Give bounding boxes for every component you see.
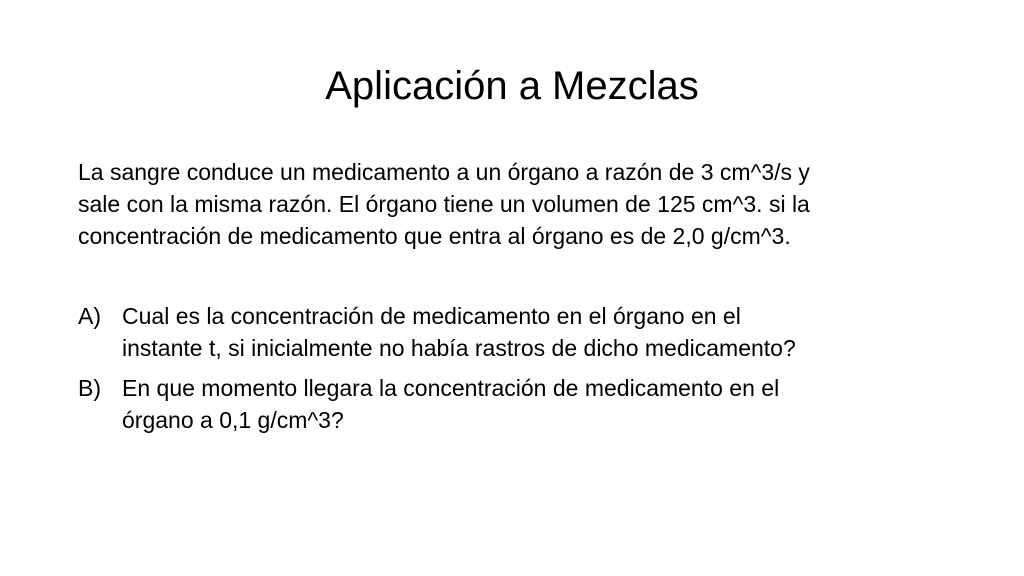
slide-title: Aplicación a Mezclas xyxy=(325,64,699,108)
question-line: instante t, si inicialmente no había rastros de dicho medicamento? xyxy=(122,335,796,361)
question-b xyxy=(78,372,958,436)
question-text xyxy=(122,300,958,364)
question-line: Cual es la concentración de medicamento en el órgano en el xyxy=(122,303,741,329)
problem-line: concentración de medicamento que entra al órgano es de 2,0 g/cm^3. xyxy=(78,223,791,249)
question-list xyxy=(78,300,958,436)
question-line: En que momento llegara la concentración de medicamento en el xyxy=(122,375,780,401)
question-line: órgano a 0,1 g/cm^3? xyxy=(122,407,344,433)
question-a xyxy=(78,300,958,364)
question-marker: B) xyxy=(78,375,101,401)
problem-line: La sangre conduce un medicamento a un órgano a razón de 3 cm^3/s y xyxy=(78,159,810,185)
question-text xyxy=(122,372,958,436)
problem-line: sale con la misma razón. El órgano tiene un volumen de 125 cm^3. si la xyxy=(78,191,810,217)
slide-body xyxy=(78,156,958,444)
question-marker: A) xyxy=(78,303,101,329)
problem-statement xyxy=(78,156,958,252)
